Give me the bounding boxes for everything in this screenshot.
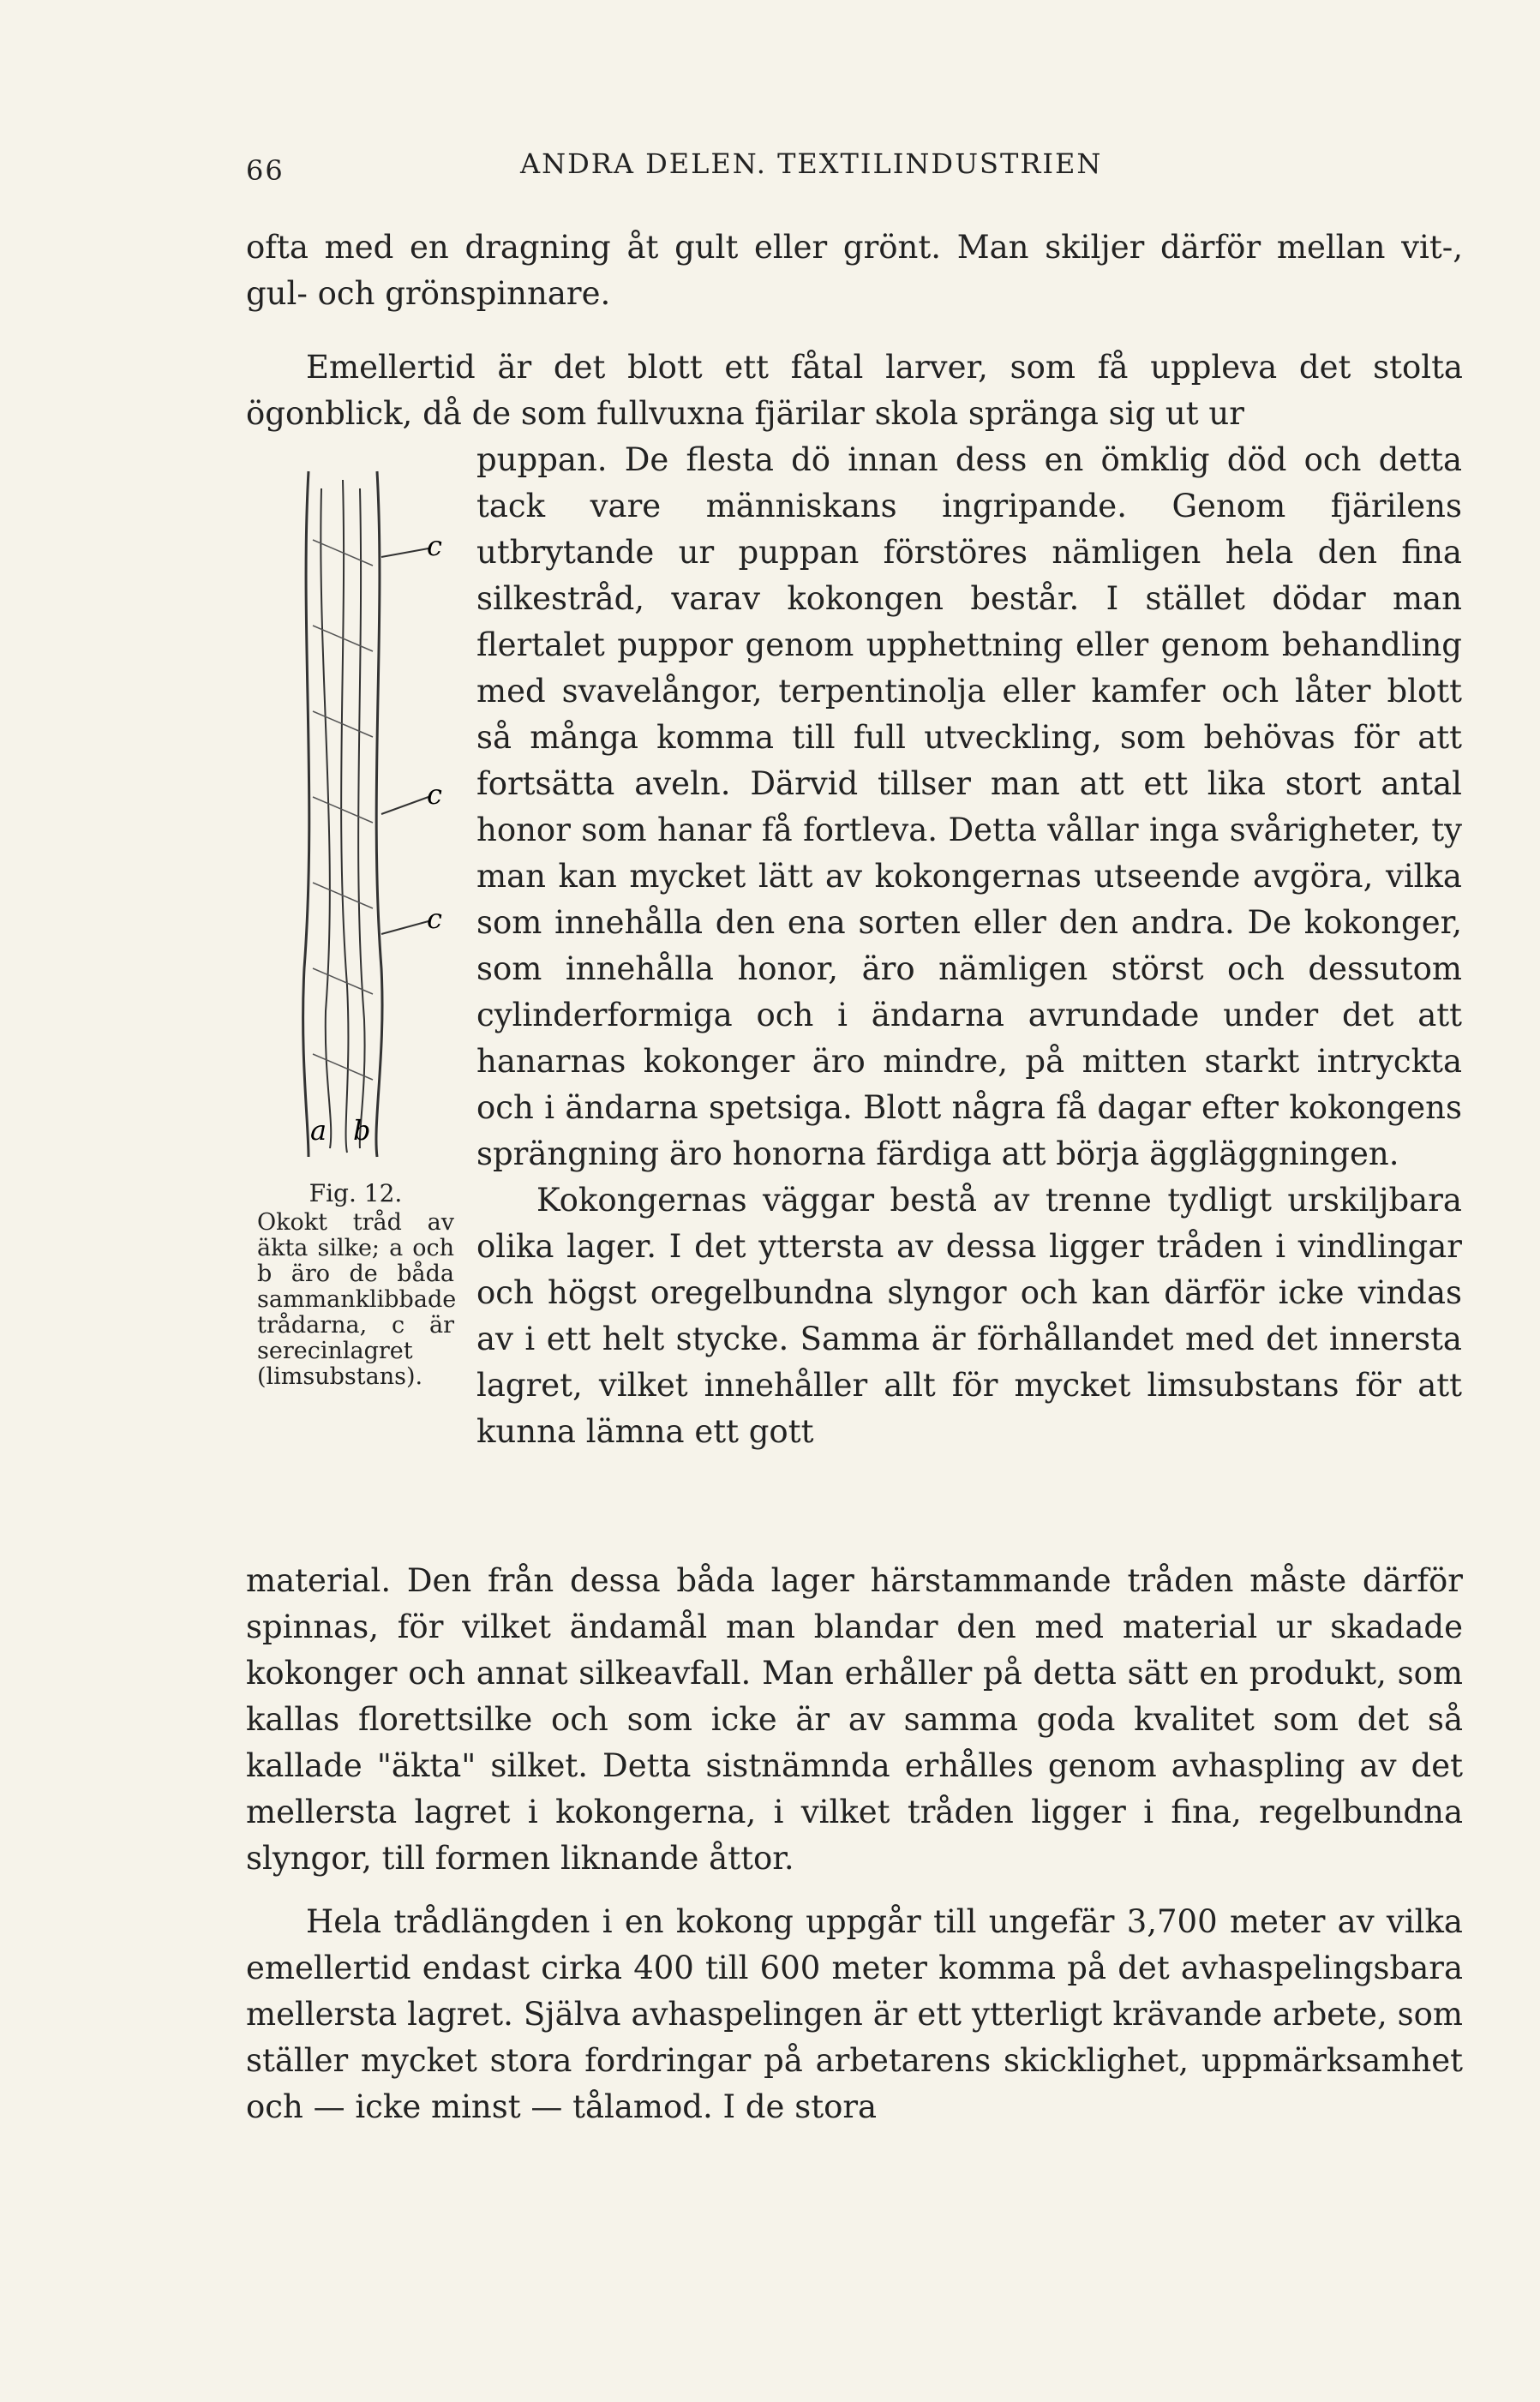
pointer-c-top [381,548,428,557]
figure-letter-c-middle: c [427,778,442,811]
paragraph-1 [246,225,1463,317]
figure-letter-b: b [353,1114,371,1147]
fibre-b [341,480,348,1153]
paragraph-2-top-text: Emellertid är det blott ett fåtal larver, som få uppleva det stolta ögonblick, då de som fullvuxna fjärilar skola spränga sig ut ur [246,349,1463,432]
paragraph-3-bottom [246,1558,1463,1882]
wrapped-text-column [476,437,1462,1455]
paragraph-3-wrap-text: Kokongernas väggar bestå av trenne tydligt urskiljbara olika lager. I det yttersta av dessa ligger tråden i vindlingar och högst oregelbundna slyngor och kan därför icke vindas av i ett helt stycke. Samma är förhållandet med det innersta lagret, vilket innehåller allt för mycket limsubstans för att kunna lämna ett gott [476,1182,1462,1450]
page-number: 66 [246,154,285,187]
paragraph-4-text: Hela trådlängden i en kokong uppgår till ungefär 3,700 meter av vilka emellertid endast cirka 400 till 600 meter komma på det avhaspelingsbara mellersta lagret. Själva avhaspelingen är ett ytterligt krävande arbete, som ställer mycket stora fordringar på arbetarens skicklighet, uppmärksamhet och — icke minst — tålamod. I de stora [246,1903,1463,2125]
running-title: ANDRA DELEN. TEXTILINDUSTRIEN [520,147,1103,180]
figure-letter-c-lower: c [427,902,442,935]
figure-12-illustration [257,454,454,1183]
figure-caption-text: Okokt tråd av äkta silke; a och b äro de båda sammanklibbade trådarna, c är serecinlagret (limsubstans). [257,1209,457,1390]
pointer-c-lower [381,921,428,934]
figure-12-caption [257,1179,457,1390]
thread-outline-left [303,471,309,1157]
fibre-a [321,488,331,1148]
paragraph-2-top [246,344,1463,437]
figure-letter-a: a [310,1114,327,1147]
page-header [246,147,1454,190]
paragraph-3-bottom-text: material. Den från dessa båda lager härstammande tråden måste därför spinnas, för vilket ändamål man blandar den med material ur skadade kokonger och annat silkeavfall. Man erhåller på detta sätt en produkt, som kallas florettsilke och som icke är av samma goda kvalitet som det så kallade "äkta" silket. Detta sistnämnda erhålles genom avhaspling av det mellersta lagret i kokongerna, i vilket tråden ligger i fina, regelbundna slyngor, till formen liknande åttor. [246,1562,1463,1877]
silk-thread-drawing [257,454,454,1183]
paragraph-2-wrap-text: puppan. De flesta dö innan dess en ömklig död och detta tack vare människans ingripande. Genom fjärilens utbrytande ur puppan förstöres nämligen hela den fina silkestråd, varav kokongen består. I stället dödar man flertalet puppor genom upphettning eller genom behandling med svavelångor, terpentinolja eller kamfer och låter blott så många komma till full utveckling, som behövas för att fortsätta aveln. Därvid tillser man att ett lika stort antal honor som hanar få fortleva. Detta vållar inga svårigheter, ty man kan mycket lätt av kokongernas utseende avgöra, vilka som innehålla den ena sorten eller den andra. De kokonger, som innehålla honor, äro nämligen störst och dessutom cylinderformiga och i ändarna avrundade under det att hanarnas kokonger äro mindre, på mitten starkt intryckta och i ändarna spetsiga. Blott några få dagar efter kokongens sprängning äro honorna färdiga att börja äggläggningen. [476,441,1462,1172]
figure-letter-c-top: c [427,530,442,562]
thread-outline-right [376,471,382,1157]
hatch-line [313,968,373,994]
pointer-c-middle [381,797,428,814]
paragraph-1-text: ofta med en dragning åt gult eller grönt. Man skiljer därför mellan vit-, gul- och grönspinnare. [246,229,1463,312]
figure-label: Fig. 12. [309,1179,403,1207]
hatch-line [313,797,373,823]
paragraph-4 [246,1899,1463,2130]
